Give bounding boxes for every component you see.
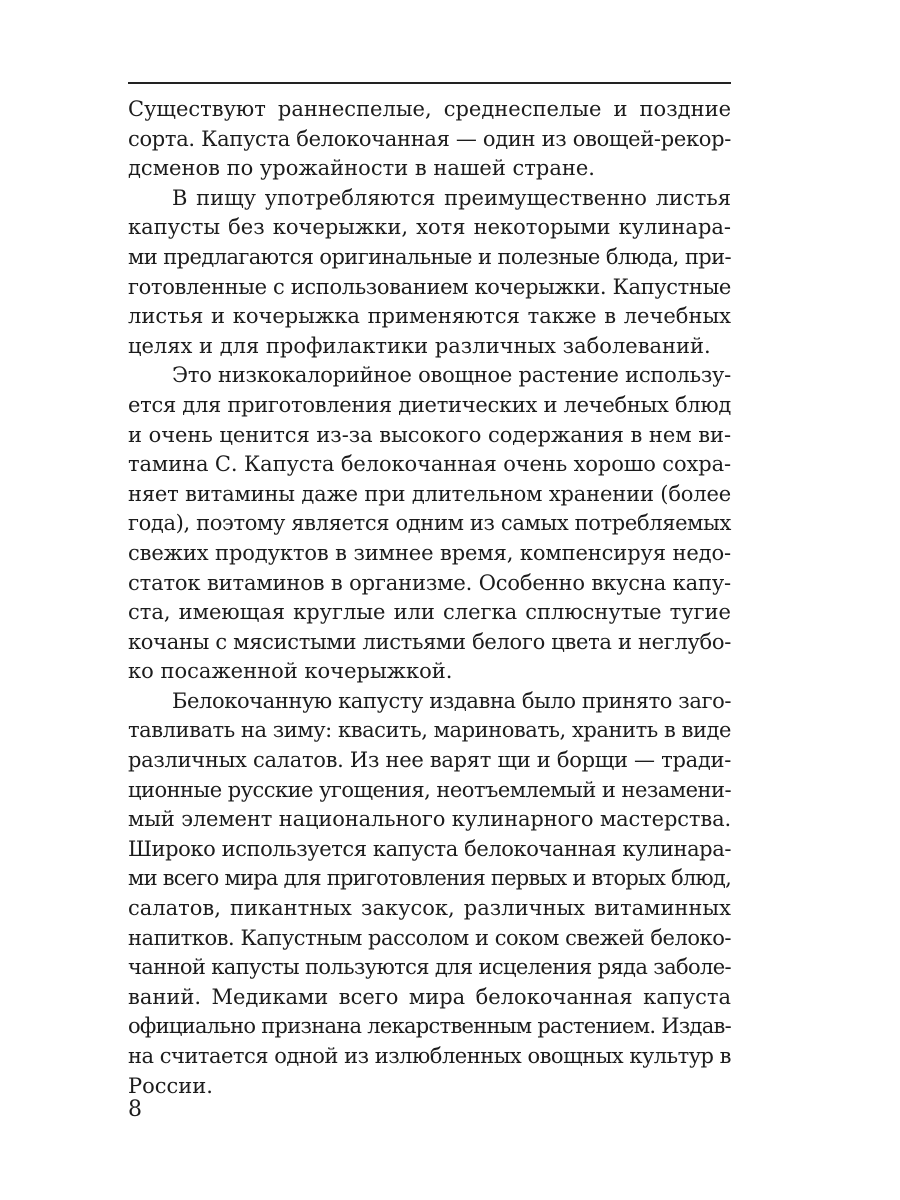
paragraph — [128, 687, 731, 1101]
text-line: листья и кочерыжка применяются также в лечебных — [128, 304, 731, 329]
paragraph — [128, 184, 731, 362]
text-line: капусты без кочерыжки, хотя некоторыми кулинара- — [128, 215, 731, 240]
page-number: 8 — [128, 1097, 142, 1122]
body-text — [128, 95, 731, 1101]
text-line: чанной капусты пользуются для исцеления ряда заболе- — [128, 955, 731, 980]
text-line: на считается одной из излюбленных овощных культур в — [128, 1044, 732, 1068]
text-line: напитков. Капустным рассолом и соком свежей белоко- — [128, 925, 732, 950]
text-line: ста, имеющая круглые или слегка сплюснутые тугие — [128, 600, 731, 625]
text-line: целях и для профилактики различных заболеваний. — [128, 333, 711, 358]
text-line: России. — [128, 1073, 213, 1098]
text-line: Это низкокалорийное овощное растение использу- — [172, 363, 731, 388]
text-line: дсменов по урожайности в нашей стране. — [128, 156, 595, 181]
text-line: няет витамины даже при длительном хранении (более — [128, 481, 731, 506]
text-line: ми предлагаются оригинальные и полезные блюда, при- — [128, 244, 732, 269]
text-line: свежих продуктов в зимнее время, компенсируя недо- — [128, 540, 731, 565]
text-line: салатов, пикантных закусок, различных витаминных — [128, 896, 731, 921]
text-line: ко посаженной кочерыжкой. — [128, 659, 453, 684]
text-line: года), поэтому является одним из самых потребляемых — [128, 511, 731, 536]
text-line: ми всего мира для приготовления первых и вторых блюд, — [128, 866, 731, 891]
text-line: ционные русские угощения, неотъемлемый и незамени- — [128, 777, 732, 802]
text-line: ваний. Медиками всего мира белокочанная капуста — [128, 984, 731, 1009]
text-line: официально признана лекарственным растением. Издав- — [128, 1014, 732, 1039]
text-line: Существуют раннеспелые, среднеспелые и поздние — [128, 97, 731, 121]
text-line: и очень ценится из-за высокого содержания в нем ви- — [128, 422, 732, 447]
text-line: тамина С. Капуста белокочанная очень хорошо сохра- — [128, 452, 731, 477]
text-line: В пищу употребляются преимущественно листья — [172, 185, 731, 210]
text-line: различных салатов. Из нее варят щи и борщи — тради- — [128, 748, 732, 773]
text-line: мый элемент национального кулинарного мастерства. — [128, 807, 731, 832]
text-line: кочаны с мясистыми листьями белого цвета и неглубо- — [128, 629, 731, 654]
text-line: Белокочанную капусту издавна было принято заго- — [172, 688, 732, 713]
paragraph — [128, 361, 731, 687]
header-rule — [128, 82, 731, 84]
text-line: Широко используется капуста белокочанная кулинара- — [128, 836, 731, 861]
text-line: готовленные с использованием кочерыжки. Капустные — [128, 274, 731, 299]
paragraph — [128, 95, 731, 184]
text-line: статок витаминов в организме. Особенно вкусна капу- — [128, 570, 732, 595]
text-line: ется для приготовления диетических и лечебных блюд — [128, 392, 731, 417]
text-line: сорта. Капуста белокочанная — один из овощей-рекор- — [128, 126, 732, 151]
text-line: тавливать на зиму: квасить, мариновать, хранить в виде — [128, 718, 731, 743]
